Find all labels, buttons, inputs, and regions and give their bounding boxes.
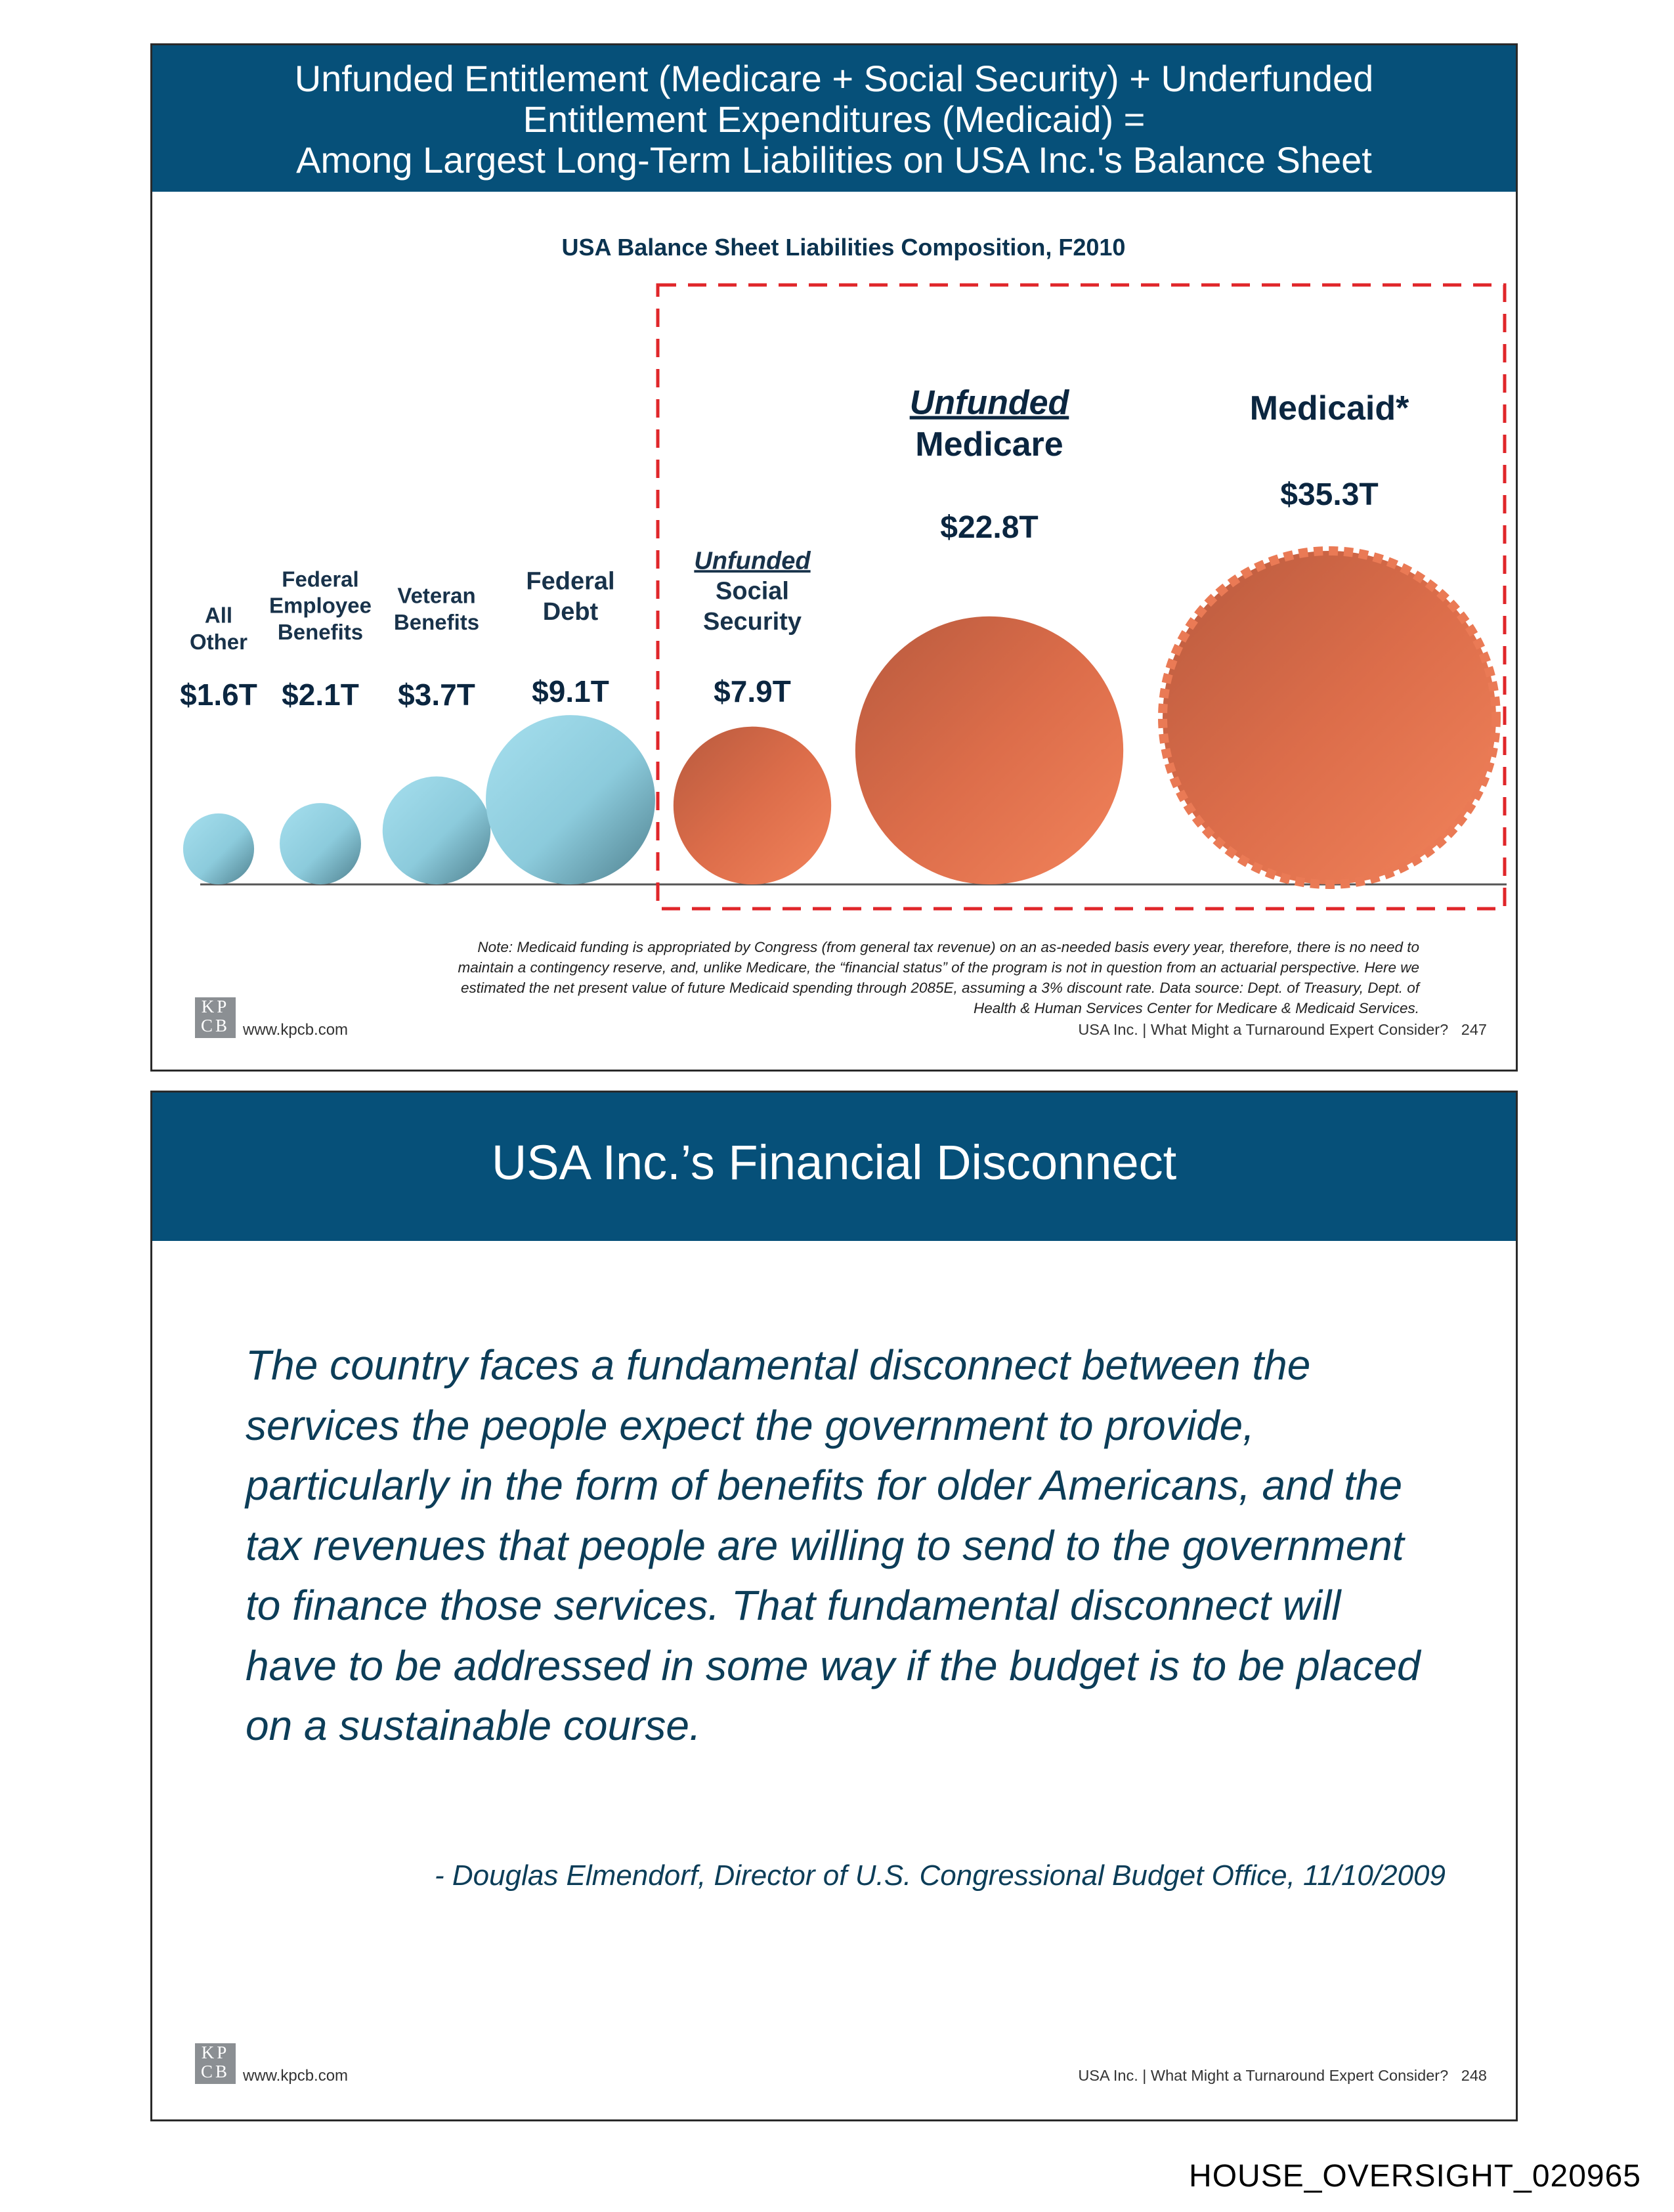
title-line: Entitlement Expenditures (Medicaid) = — [523, 98, 1146, 140]
value-label: $22.8T — [940, 510, 1039, 545]
page-number: 247 — [1461, 1021, 1487, 1038]
bubble-2 — [383, 777, 490, 884]
logo-top: KP — [201, 2043, 230, 2062]
bubble-chart — [152, 45, 1516, 932]
bubble-5 — [855, 617, 1123, 884]
slide-247 — [150, 43, 1518, 1072]
value-label: $35.3T — [1280, 477, 1379, 512]
footer-label: USA Inc. | What Might a Turnaround Expert Consider? — [1078, 2067, 1449, 2084]
kpcb-logo — [195, 2043, 236, 2084]
title-line: Among Largest Long-Term Liabilities on USA Inc.'s Balance Sheet — [296, 139, 1372, 181]
category-label: Social — [716, 577, 789, 605]
value-label: $2.1T — [282, 678, 359, 712]
category-label: Benefits — [277, 620, 364, 644]
category-label: Other — [189, 630, 248, 654]
title-line: Unfunded Entitlement (Medicare + Social Security) + Underfunded — [294, 58, 1374, 99]
category-label: Veteran — [397, 583, 476, 608]
logo-bottom: CB — [200, 2062, 230, 2081]
bubble-3 — [486, 715, 655, 884]
category-label: Unfunded — [694, 547, 811, 575]
category-label: Benefits — [393, 610, 480, 634]
value-label: $3.7T — [398, 678, 475, 712]
chart-title: USA Balance Sheet Liabilities Composition, F2010 — [561, 234, 1126, 261]
bubble-1 — [280, 803, 361, 884]
value-label: $9.1T — [532, 674, 609, 708]
slide-title: USA Inc.’s Financial Disconnect — [491, 1135, 1177, 1190]
category-label: Debt — [542, 598, 599, 626]
category-label: Medicare — [915, 425, 1063, 464]
slide-footer — [1078, 2067, 1487, 2085]
category-label: Federal — [282, 567, 359, 592]
website-link[interactable]: www.kpcb.com — [243, 2067, 349, 2085]
bubble-0 — [183, 813, 254, 884]
document-id: HOUSE_OVERSIGHT_020965 — [1189, 2159, 1641, 2194]
category-label: Medicaid* — [1249, 389, 1409, 427]
quote-text: The country faces a fundamental disconnect between the services the people expect the government to provide, particularly in the form of benefits for older Americans, and the tax revenues that people are willing to send to the government to finance those services. That fundamental disconnect will have to be addressed in some way if the budget is to be placed on a sustainable course. — [246, 1341, 1421, 1749]
slide-248 — [150, 1091, 1518, 2121]
value-label: $1.6T — [180, 678, 257, 712]
value-label: $7.9T — [714, 674, 791, 708]
page-number: 248 — [1461, 2067, 1487, 2084]
category-label: Employee — [269, 593, 372, 618]
website-link[interactable]: www.kpcb.com — [243, 1021, 349, 1039]
footer-label: USA Inc. | What Might a Turnaround Expert Consider? — [1078, 1021, 1449, 1038]
category-label: Federal — [526, 567, 615, 596]
kpcb-logo — [195, 997, 236, 1038]
bubble-group — [180, 384, 1496, 884]
chart-note: Note: Medicaid funding is appropriated by Congress (from general tax revenue) on an as-needed basis every year, therefore, there is no need to maintain a contingency reserve, and, unlike Medicare, the “financial status” of the program is not in question from an actuarial perspective. Here we estimated the net present value of future Medicaid spending through 2085E, assuming a 3% discount rate. Data source: Dept. of Treasury, Dept. of Health & Human Services Center for Medicare & Medicaid Services. — [458, 939, 1419, 1016]
category-label: Unfunded — [909, 383, 1069, 422]
logo-bottom: CB — [200, 1016, 230, 1035]
bubble-4 — [674, 727, 831, 884]
slide-footer — [1078, 1021, 1487, 1039]
category-label: All — [204, 603, 233, 628]
bubble-6 — [1163, 551, 1496, 884]
logo-top: KP — [201, 997, 230, 1016]
quote-attribution: - Douglas Elmendorf, Director of U.S. Congressional Budget Office, 11/10/2009 — [435, 1859, 1446, 1892]
slide-header — [152, 1093, 1516, 1241]
category-label: Security — [703, 608, 802, 636]
